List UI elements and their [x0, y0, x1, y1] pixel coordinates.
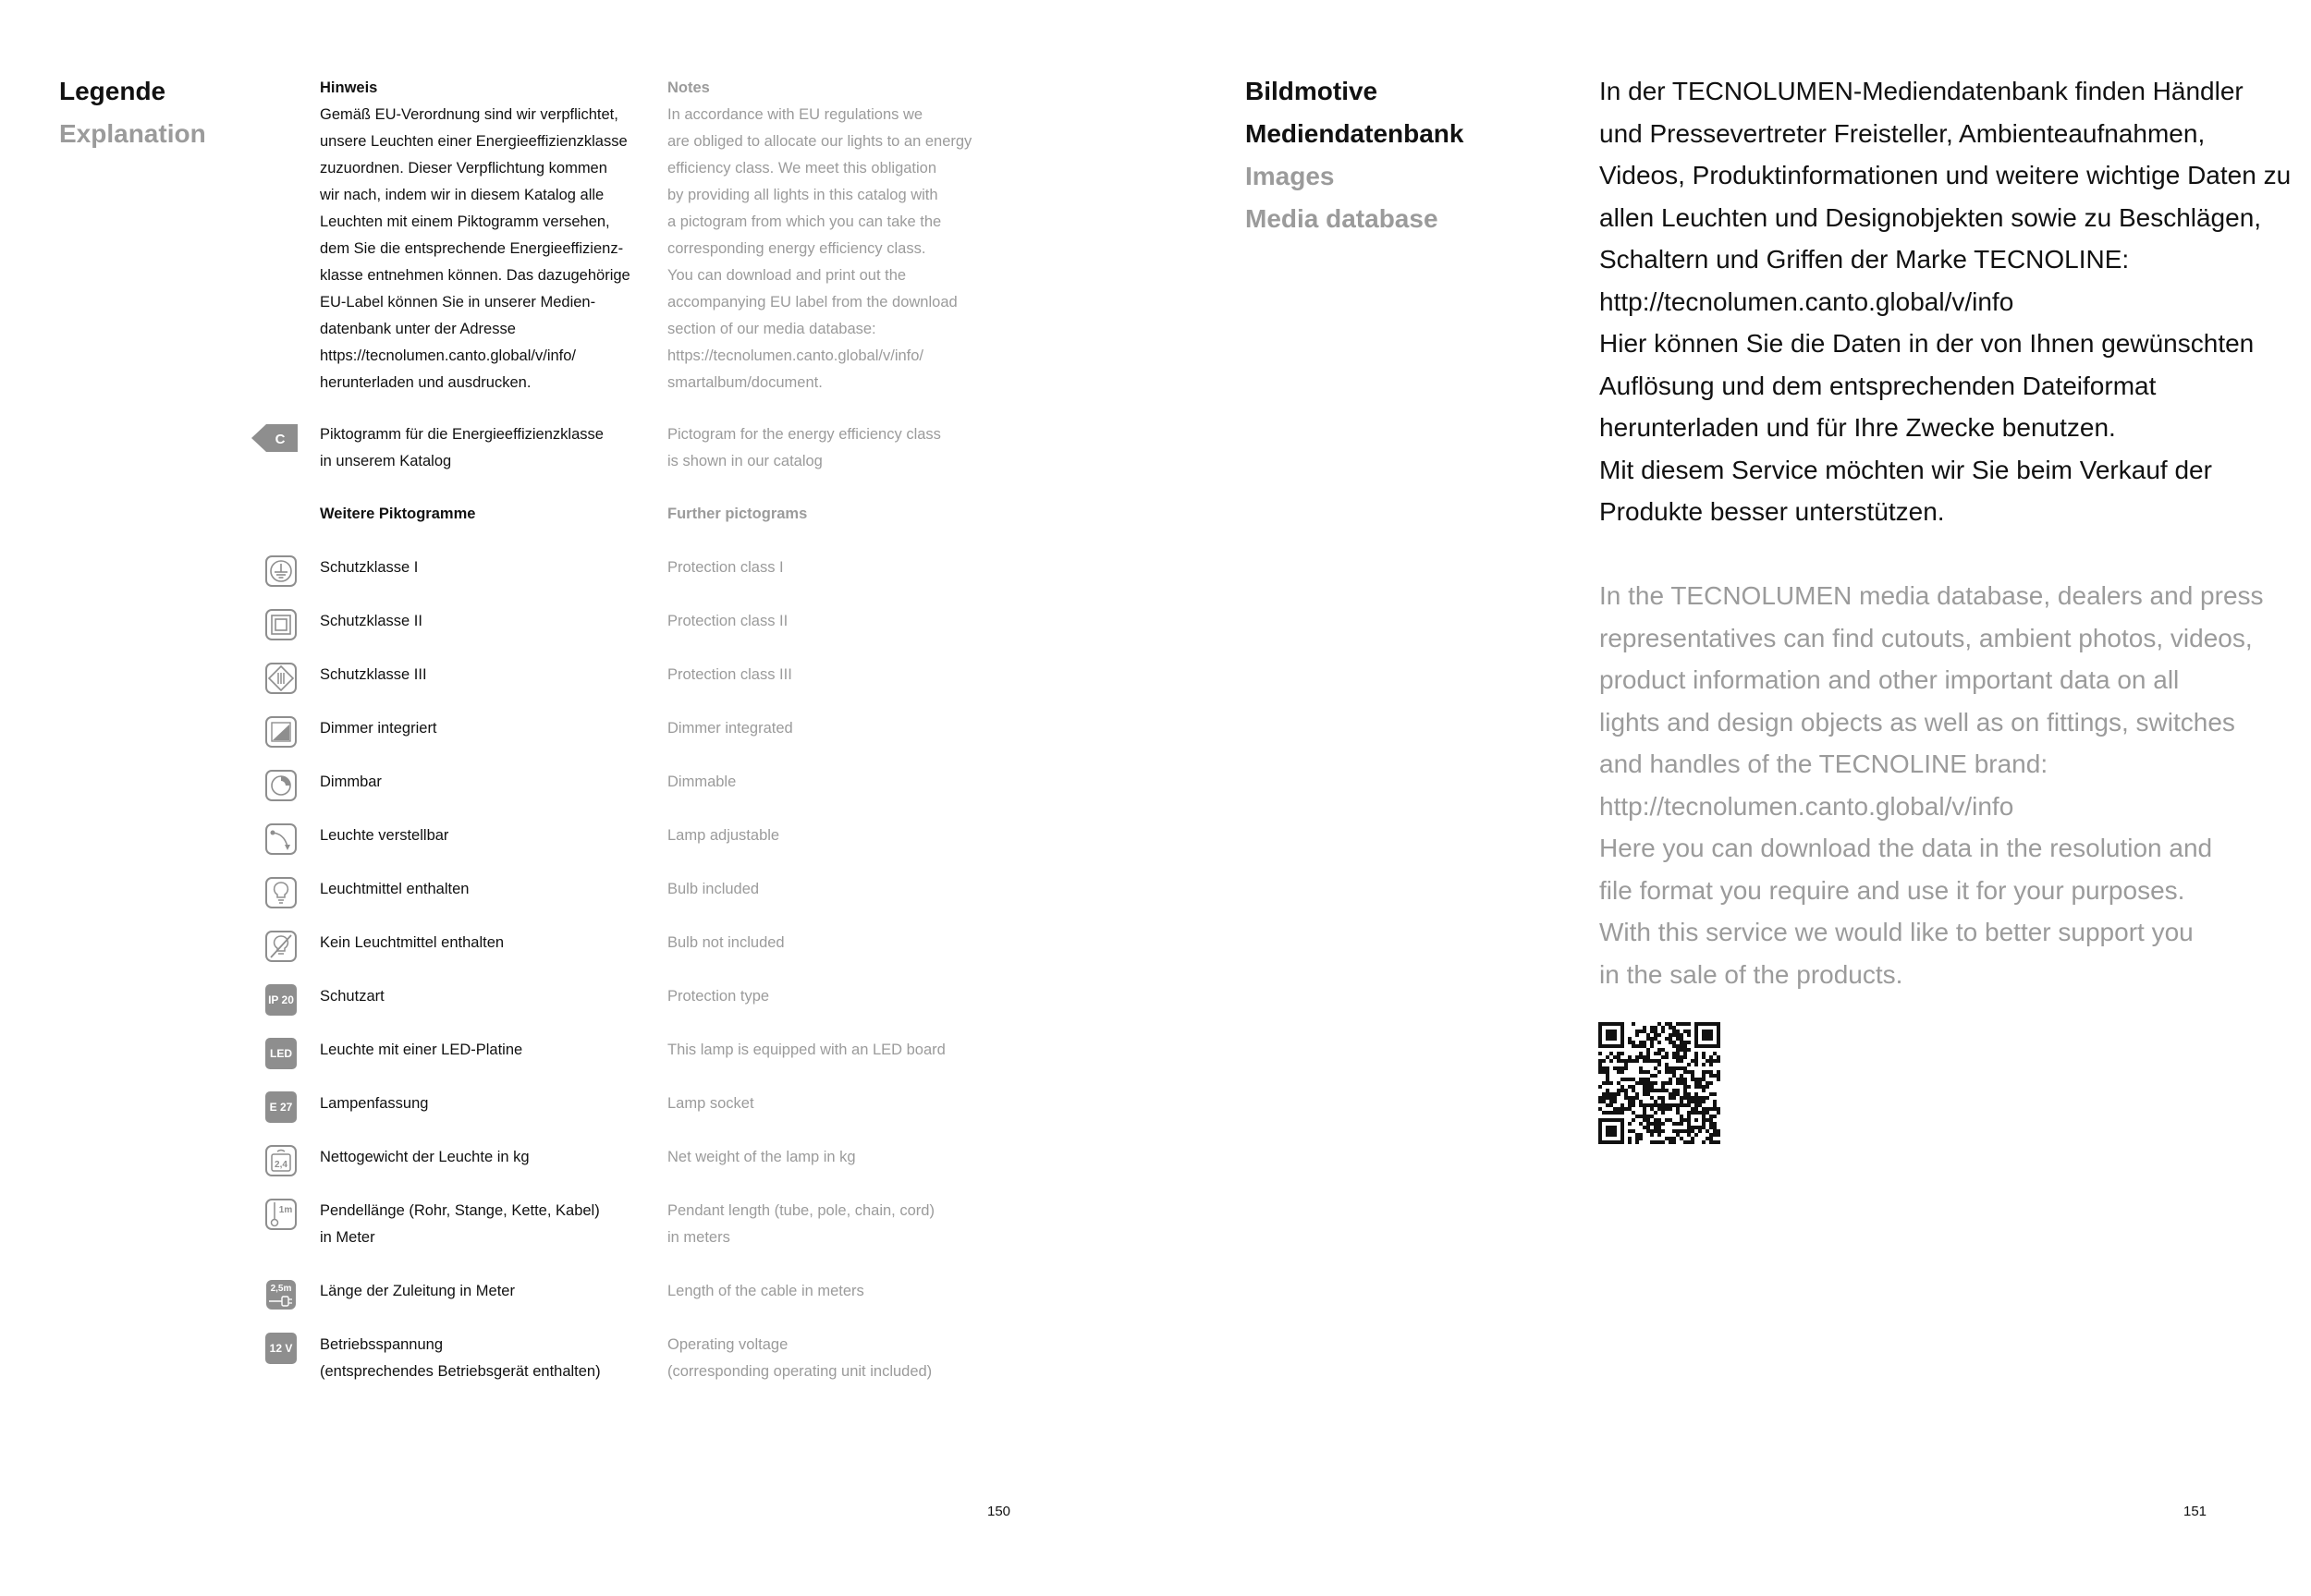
pictogram-en — [667, 1198, 935, 1251]
notes-en-heading: Notes — [667, 79, 710, 96]
bulb-included-icon — [265, 877, 297, 908]
led-board-icon: LED — [265, 1038, 297, 1069]
net-weight-label: 2,4 — [275, 1160, 287, 1170]
media-de-line: und Pressevertreter Freisteller, Ambienteaufnahmen, — [1599, 118, 2206, 148]
pictogram-en: Bulb included — [667, 881, 760, 897]
pictogram-en: Lamp socket — [667, 1095, 754, 1112]
pictogram-de: Lampenfassung — [320, 1095, 429, 1112]
media-de-link[interactable]: http://tecnolumen.canto.global/v/info — [1599, 286, 2014, 316]
legend-row — [0, 1198, 1109, 1251]
further-pictograms-heading — [0, 501, 1109, 554]
pictogram-en-line: in meters — [667, 1229, 730, 1246]
media-database-title-de: Mediendatenbank — [1245, 119, 1464, 148]
pictogram-en: Dimmer integrated — [667, 720, 793, 737]
legend-row — [0, 822, 1109, 876]
notes-en-line: smartalbum/document. — [667, 374, 823, 391]
pictogram-en: Net weight of the lamp in kg — [667, 1149, 856, 1165]
pictogram-de: Dimmbar — [320, 774, 382, 790]
media-de-line: herunterladen und für Ihre Zwecke benutzen. — [1599, 413, 2116, 442]
pictogram-de: Leuchte verstellbar — [320, 827, 449, 844]
notes-en-line: by providing all lights in this catalog with — [667, 187, 938, 203]
cable-length-label: 2,5m — [270, 1284, 292, 1294]
media-de-line: Hier können Sie die Daten in der von Ihnen gewünschten — [1599, 329, 2255, 358]
pictogram-en: Protection type — [667, 988, 770, 1005]
pictogram-en: Protection class II — [667, 613, 789, 629]
media-en-line: product information and other important data on all — [1599, 665, 2180, 694]
notes-de-line: EU-Label können Sie in unserer Medien- — [320, 294, 596, 311]
notes-de-line: unsere Leuchten einer Energieeffizienzklasse — [320, 133, 628, 150]
media-database-title-en: Media database — [1245, 204, 1438, 233]
pictogram-en-line: Operating voltage — [667, 1336, 789, 1353]
notes-de-line: dem Sie die entsprechende Energieeffizienz- — [320, 240, 624, 257]
media-text-en — [1599, 575, 2264, 995]
dimmer-integrated-icon — [265, 716, 297, 748]
notes-de-line: Leuchten mit einem Piktogramm versehen, — [320, 213, 610, 230]
legend-row-energy-class — [0, 421, 1109, 475]
further-pictograms-de: Weitere Piktogramme — [320, 506, 476, 522]
media-de-line: Produkte besser unterstützen. — [1599, 497, 1945, 526]
media-en-line: In the TECNOLUMEN media database, dealers and press — [1599, 581, 2264, 610]
pictogram-en: Protection class I — [667, 559, 784, 576]
notes-en-line: section of our media database: — [667, 321, 876, 337]
cable-length-icon — [265, 1279, 297, 1310]
protection-class-1-icon — [265, 555, 297, 587]
further-pictograms-en: Further pictograms — [667, 506, 808, 522]
energy-class-en — [667, 421, 941, 475]
notes-en-line: You can download and print out the — [667, 267, 907, 284]
notes-en-line: a pictogram from which you can take the — [667, 213, 942, 230]
pictogram-de: Schutzklasse II — [320, 613, 422, 629]
pictogram-en: Length of the cable in meters — [667, 1283, 864, 1299]
pictogram-de: Schutzklasse I — [320, 559, 419, 576]
pictogram-de: Schutzart — [320, 988, 385, 1005]
notes-en-line: accompanying EU label from the download — [667, 294, 958, 311]
legend-row — [0, 1037, 1109, 1090]
media-en-line: in the sale of the products. — [1599, 959, 1903, 989]
bulb-not-included-icon — [265, 931, 297, 962]
pictogram-de: Länge der Zuleitung in Meter — [320, 1283, 515, 1299]
legend-row — [0, 930, 1109, 983]
pictogram-de: Schutzklasse III — [320, 666, 427, 683]
protection-class-3-icon — [265, 663, 297, 694]
pictogram-de — [320, 1198, 600, 1251]
pictogram-de: Leuchtmittel enthalten — [320, 881, 470, 897]
notes-de-line: klasse entnehmen können. Das dazugehörige — [320, 267, 630, 284]
media-de-line: In der TECNOLUMEN-Mediendatenbank finden Händler — [1599, 77, 2244, 105]
legend-row — [0, 715, 1109, 769]
media-en-line: Here you can download the data in the resolution and — [1599, 834, 2213, 862]
notes-de-line: https://tecnolumen.canto.global/v/info/ — [320, 347, 577, 364]
pictogram-de-line: Pendellänge (Rohr, Stange, Kette, Kabel) — [320, 1202, 600, 1219]
images-title-de: Bildmotive — [1245, 77, 1378, 105]
pictogram-en: Protection class III — [667, 666, 792, 683]
protection-type-icon: IP 20 — [265, 984, 297, 1016]
pictogram-de: Nettogewicht der Leuchte in kg — [320, 1149, 530, 1165]
pictogram-de — [320, 1332, 601, 1385]
page-number-right: 151 — [2183, 1504, 2207, 1519]
energy-class-de — [320, 421, 604, 475]
notes-de-line: wir nach, indem wir in diesem Katalog alle — [320, 187, 605, 203]
notes-de-line: datenbank unter der Adresse — [320, 321, 516, 337]
media-en-line: file format you require and use it for your purposes. — [1599, 875, 2185, 905]
lamp-socket-icon: E 27 — [265, 1091, 297, 1123]
legend-row — [0, 983, 1109, 1037]
media-en-line: and handles of the TECNOLINE brand: — [1599, 749, 2048, 778]
notes-en — [667, 75, 1037, 396]
protection-class-2-icon — [265, 609, 297, 640]
legend-row — [0, 1144, 1109, 1198]
pictogram-en-line: (corresponding operating unit included) — [667, 1363, 933, 1380]
energy-class-arrow-icon — [251, 422, 298, 454]
legend-row — [0, 1090, 1109, 1144]
explanation-subtitle: Explanation — [59, 119, 206, 148]
pendant-length-icon — [265, 1199, 297, 1230]
pictogram-de-line: (entsprechendes Betriebsgerät enthalten) — [320, 1363, 601, 1380]
notes-en-line: are obliged to allocate our lights to an energy — [667, 133, 972, 150]
media-de-line: Auflösung und dem entsprechenden Dateiformat — [1599, 371, 2157, 400]
notes-en-line: https://tecnolumen.canto.global/v/info/ — [667, 347, 924, 364]
legend-title: Legende — [59, 77, 166, 105]
media-de-line: Mit diesem Service möchten wir Sie beim Verkauf der — [1599, 455, 2212, 484]
lamp-adjustable-icon — [265, 823, 297, 855]
notes-de-heading: Hinweis — [320, 79, 378, 96]
pictogram-en: Dimmable — [667, 774, 737, 790]
legend-row — [0, 1278, 1109, 1332]
legend-row — [0, 662, 1109, 715]
media-en-line: With this service we would like to better support you — [1599, 918, 2194, 946]
legend-row — [0, 876, 1109, 930]
operating-voltage-icon: 12 V — [265, 1333, 297, 1364]
energy-class-de-line: in unserem Katalog — [320, 453, 452, 469]
pictogram-de: Kein Leuchtmittel enthalten — [320, 934, 505, 951]
pictogram-en — [667, 1332, 932, 1385]
notes-en-line: In accordance with EU regulations we — [667, 106, 923, 123]
notes-de-line: zuzuordnen. Dieser Verpflichtung kommen — [320, 160, 607, 177]
notes-en-line: efficiency class. We meet this obligation — [667, 160, 937, 177]
media-en-line: lights and design objects as well as on fittings, switches — [1599, 707, 2235, 737]
media-text-de — [1599, 70, 2291, 533]
energy-class-en-line: is shown in our catalog — [667, 453, 823, 469]
notes-en-line: corresponding energy efficiency class. — [667, 240, 926, 257]
legend-row — [0, 554, 1109, 608]
qr-code-icon[interactable] — [1598, 1022, 1720, 1144]
energy-class-label: C — [275, 432, 286, 447]
notes-de-line: herunterladen und ausdrucken. — [320, 374, 532, 391]
pictogram-de: Dimmer integriert — [320, 720, 437, 737]
pictogram-en: This lamp is equipped with an LED board — [667, 1042, 946, 1058]
media-en-line: representatives can find cutouts, ambient photos, videos, — [1599, 623, 2253, 652]
right-page — [1156, 0, 2311, 1596]
media-de-line: allen Leuchten und Designobjekten sowie zu Beschlägen, — [1599, 202, 2262, 232]
page-number-left: 150 — [987, 1504, 1011, 1519]
pictogram-de-line: in Meter — [320, 1229, 375, 1246]
pictogram-en-line: Pendant length (tube, pole, chain, cord) — [667, 1202, 935, 1219]
pictogram-en: Lamp adjustable — [667, 827, 780, 844]
media-de-line: Videos, Produktinformationen und weitere wichtige Daten zu — [1599, 161, 2292, 189]
net-weight-icon — [265, 1145, 297, 1176]
pendant-length-label: 1m — [278, 1205, 293, 1215]
legend-row — [0, 1332, 1109, 1385]
energy-class-de-line: Piktogramm für die Energieeffizienzklasse — [320, 426, 604, 443]
pictogram-de: Leuchte mit einer LED-Platine — [320, 1042, 523, 1058]
pictogram-en: Bulb not included — [667, 934, 785, 951]
dimmable-icon — [265, 770, 297, 801]
media-en-link[interactable]: http://tecnolumen.canto.global/v/info — [1599, 791, 2014, 821]
pictogram-de-line: Betriebsspannung — [320, 1336, 444, 1353]
images-title-en: Images — [1245, 162, 1335, 190]
energy-class-en-line: Pictogram for the energy efficiency class — [667, 426, 941, 443]
legend-row — [0, 608, 1109, 662]
notes-de-line: Gemäß EU-Verordnung sind wir verpflichtet, — [320, 106, 618, 123]
notes-de — [320, 75, 662, 396]
media-de-line: Schaltern und Griffen der Marke TECNOLINE: — [1599, 245, 2130, 274]
legend-row — [0, 769, 1109, 822]
